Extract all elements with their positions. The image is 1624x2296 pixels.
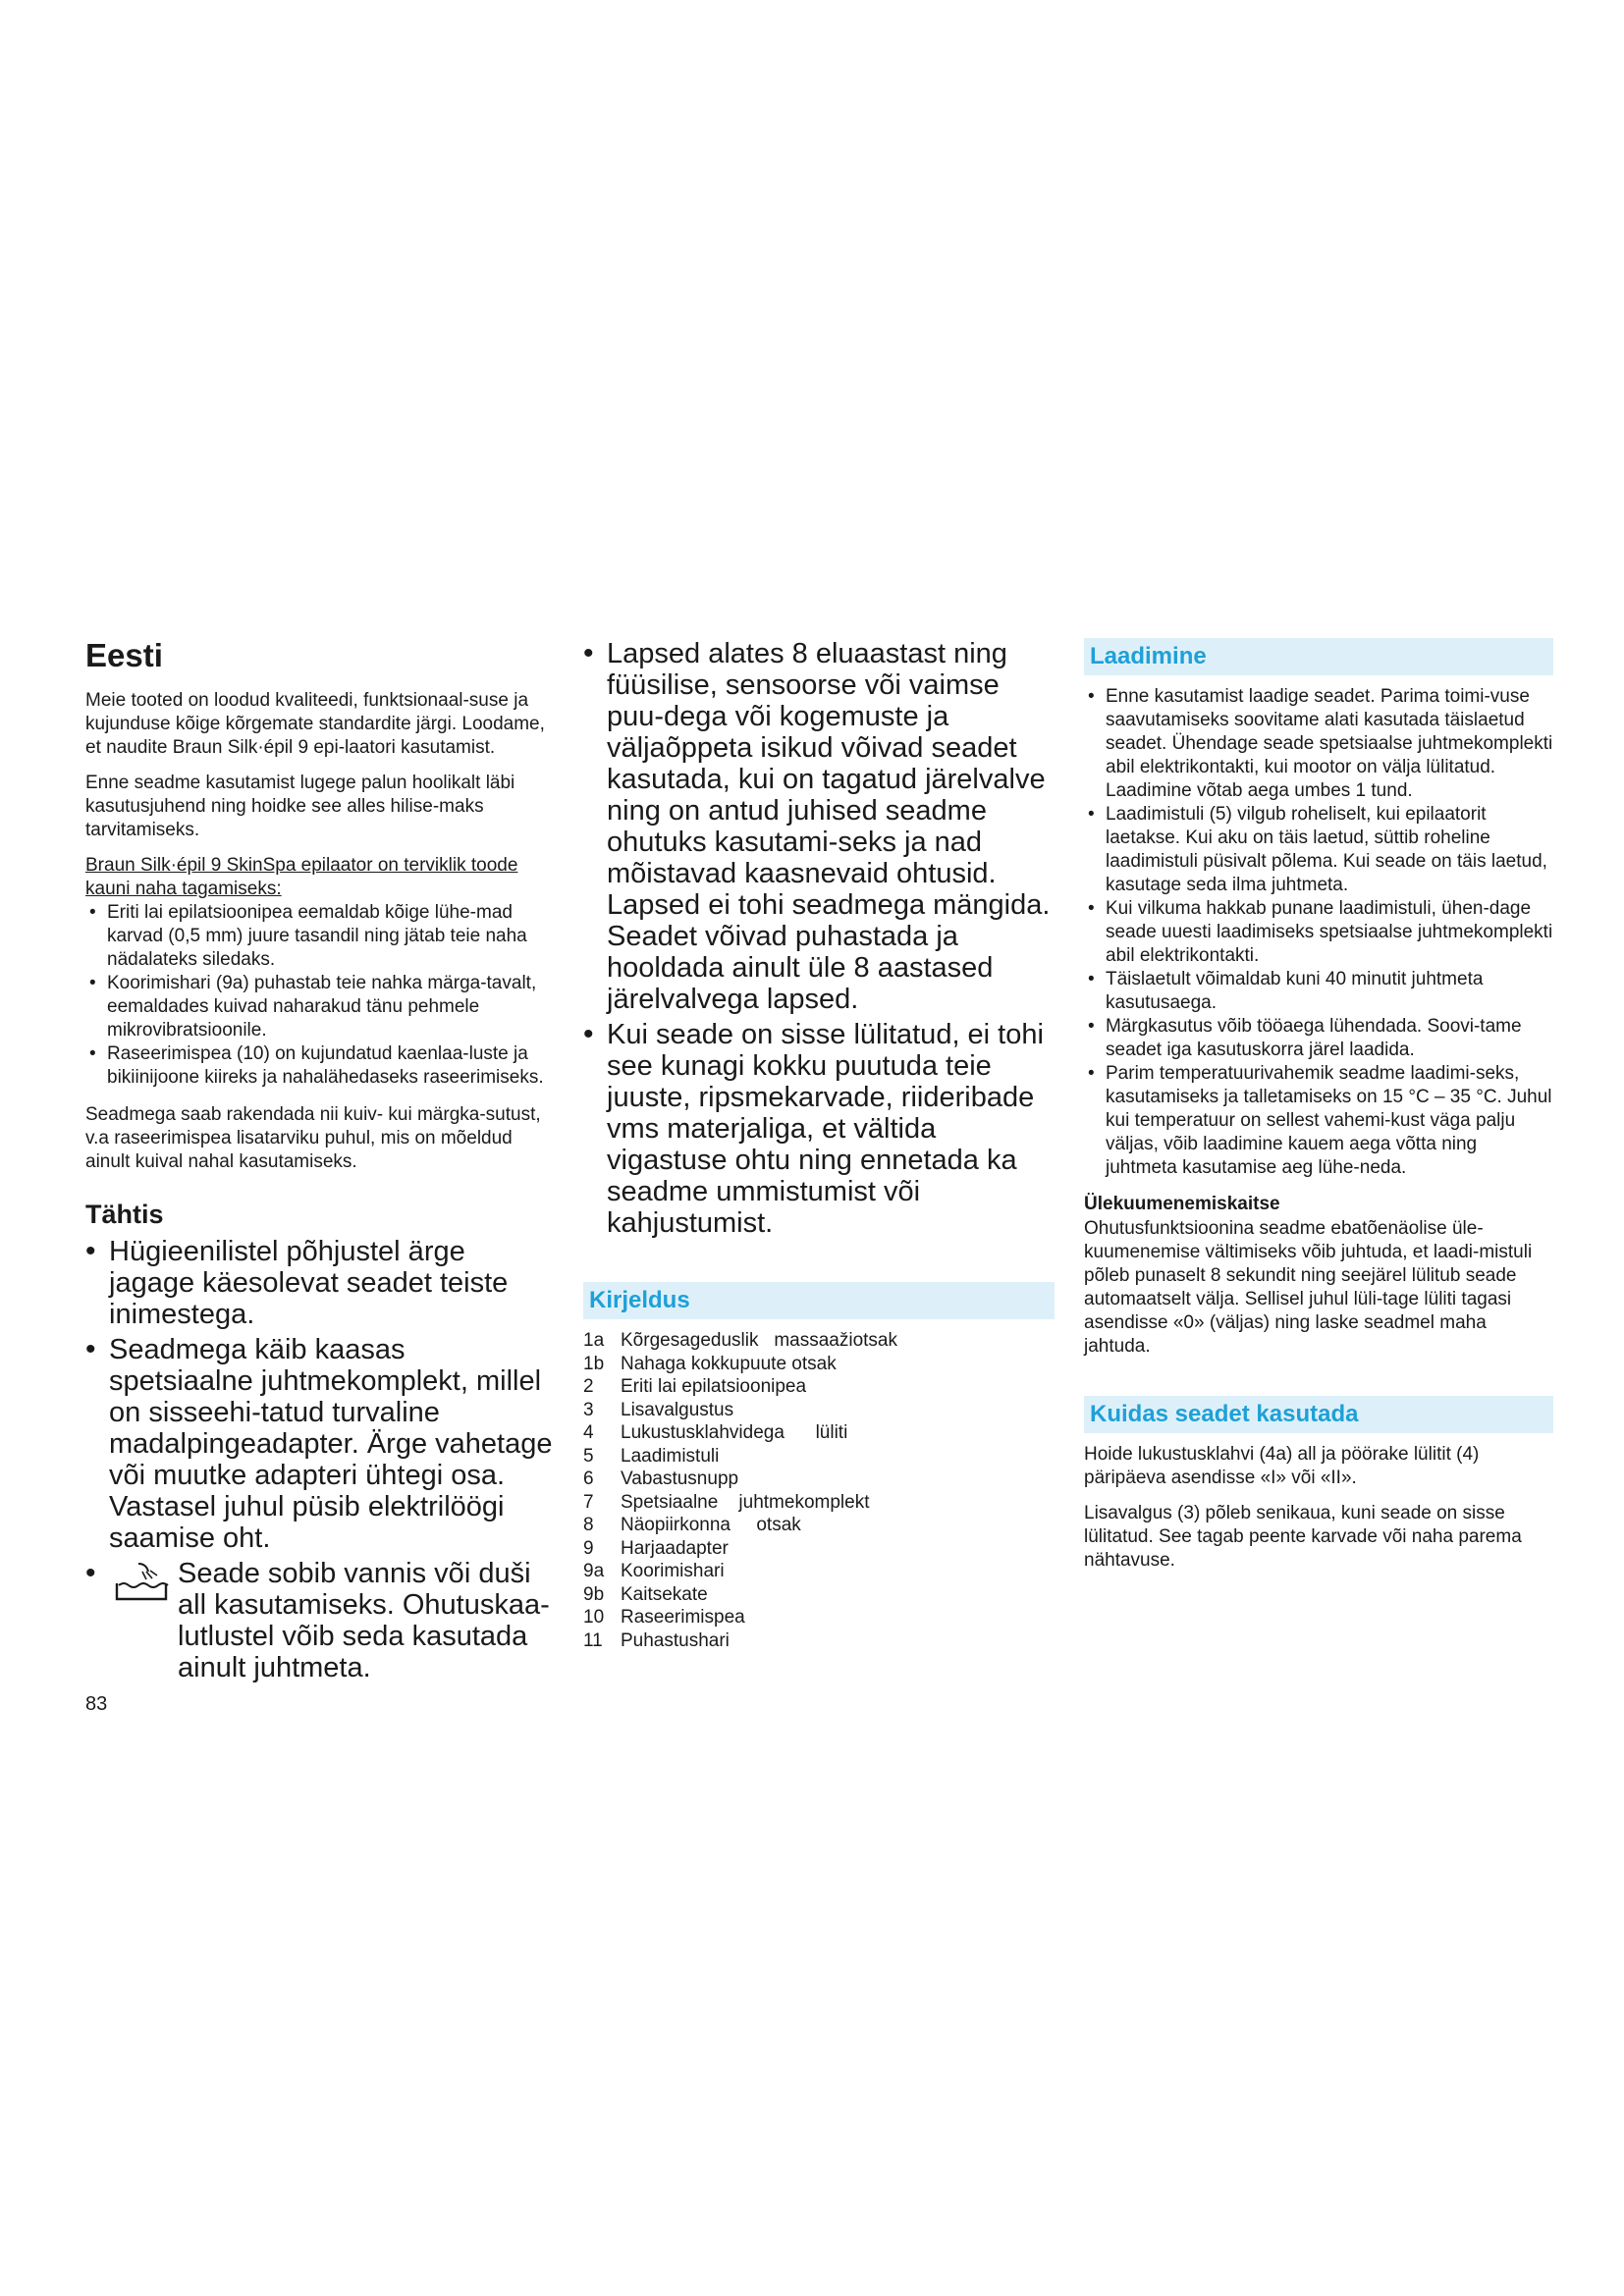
list-item: • Kui vilkuma hakkab punane laadimistuli, ühen-dage seade uuesti laadimiseks spetsiaalse juhtmekomplekti abil elektrikontakti. xyxy=(1084,897,1553,968)
intro-paragraph-1: Meie tooted on loodud kvaliteedi, funktsionaal-suse ja kujunduse kõige kõrgemate standardite järgi. Loodame, et naudite Braun Silk·épil 9 epi-laatori kasutamist. xyxy=(85,690,545,759)
safety-warning-list xyxy=(583,638,1055,1239)
column-right xyxy=(1084,638,1553,1584)
bath-shower-icon xyxy=(113,1560,170,1605)
list-item: • Kui seade on sisse lülitatud, ei tohi see kunagi kokku puutuda teie juuste, ripsmekarvade, riideribade vms materjaliga, et vältida vigastuse ohtu ning ennetada ka seadme ummistumist või kahjustumist. xyxy=(583,1019,1055,1239)
overheat-heading: Ülekuumenemiskaitse xyxy=(1084,1194,1280,1214)
list-item: • Parim temperatuurivahemik seadme laadimi-seks, kasutamiseks ja talletamiseks on 15 °C – 35 °C. Juhul kui temperatuur on sellest vahemi-kust väga palju väljas, võib laadimine kauem aega võtta ning juhtmeta kasutamise aeg lühe-neda. xyxy=(1084,1062,1553,1180)
charging-heading: Laadimine xyxy=(1084,638,1553,675)
important-list xyxy=(85,1236,555,1683)
list-item: 7 Spetsiaalne juhtmekomplekt xyxy=(583,1491,870,1513)
list-item: • Lapsed alates 8 eluaastast ning füüsilise, sensoorse või vaimse puu-dega või kogemuste ja väljaõppeta isikud võivad seadet kasutada, kui on tagatud järelvalve ning on antud juhised seadme ohutuks kasutami-seks ja nad mõistavad kaasnevaid ohtusid. Lapsed ei tohi seadmega mängida. Seadet võivad puhastada ja hooldada ainult üle 8 aastased järelvalvega lapsed. xyxy=(583,638,1055,1015)
important-heading: Tähtis xyxy=(85,1200,164,1230)
list-item: • Hügieenilistel põhjustel ärge jagage käesolevat seadet teiste inimestega. xyxy=(85,1236,555,1330)
list-item: 10 Raseerimispea xyxy=(583,1607,745,1628)
parts-list xyxy=(583,1329,1055,1652)
page-number: 83 xyxy=(85,1693,108,1716)
list-item: 2 Eriti lai epilatsioonipea xyxy=(583,1376,807,1397)
description-heading: Kirjeldus xyxy=(583,1282,1055,1319)
list-item: 1b Nahaga kokkupuute otsak xyxy=(583,1353,837,1374)
page-title: Eesti xyxy=(85,637,163,673)
list-item: • Täislaetult võimaldab kuni 40 minutit juhtmeta kasutusaega. xyxy=(1084,968,1553,1015)
list-item: 4 Lukustusklahvidega lüliti xyxy=(583,1422,848,1443)
list-item: • Laadimistuli (5) vilgub roheliselt, kui epilaatorit laetakse. Kui aku on täis laetud, süttib roheline laadimistuli püsivalt põlema. Kui seade on täis laetud, kasutage seda ilma juhtmeta. xyxy=(1084,803,1553,897)
list-item: 9a Koorimishari xyxy=(583,1561,725,1581)
list-item: 9b Kaitsekate xyxy=(583,1583,708,1605)
list-item: 6 Vabastusnupp xyxy=(583,1468,739,1489)
usage-paragraph-1: Hoide lukustusklahvi (4a) all ja pöörake lülitit (4) päripäeva asendisse «I» või «II». xyxy=(1084,1444,1480,1488)
bath-usage-text: • Seade sobib vannis või duši all kasutamiseks. Ohutuskaa-lutlustel võib seda kasutada ainult juhtmeta. xyxy=(178,1558,550,1684)
list-item: • Enne kasutamist laadige seadet. Parima toimi-vuse saavutamiseks soovitame alati kasutada täislaetud seadet. Ühendage seade spetsiaalse juhtmekomplekti abil elektrikontakti, kui mootor on välja lülitatud. Laadimine võtab aega umbes 1 tund. xyxy=(1084,685,1553,803)
column-left xyxy=(85,638,555,1716)
list-item: 8 Näopiirkonna otsak xyxy=(583,1515,801,1535)
overheat-paragraph: Ohutusfunktsioonina seadme ebatõenäolise üle-kuumenemise vältimiseks võib juhtuda, et laadi-mistuli põleb punaselt 8 sekundit ning seejärel lülitub seade automaatselt välja. Sellisel juhul lüli-tage lüliti tagasi asendisse «0» (väljas) ning laske seadmel maha jahtuda. xyxy=(1084,1218,1533,1357)
list-item: 3 Lisavalgustus xyxy=(583,1399,734,1420)
usage-heading: Kuidas seadet kasutada xyxy=(1084,1396,1553,1433)
charging-list xyxy=(1084,685,1553,1180)
column-middle xyxy=(583,638,1055,1652)
list-item: 11 Puhastushari xyxy=(583,1629,730,1651)
list-item: • Koorimishari (9a) puhastab teie nahka märga-tavalt, eemaldades kuivad naharakud tänu pehmele mikrovibratsioonile. xyxy=(85,972,555,1042)
list-item: • Raseerimispea (10) on kujundatud kaenlaa-luste ja bikiinijoone kiireks ja nahalähedaseks raseerimiseks. xyxy=(85,1042,555,1090)
list-item xyxy=(85,1558,555,1683)
wet-dry-paragraph: Seadmega saab rakendada nii kuiv- kui märgka-sutust, v.a raseerimispea lisatarviku puhul, mis on mõeldud ainult kuival nahal kasutamiseks. xyxy=(85,1104,541,1173)
usage-paragraph-2: Lisavalgus (3) põleb senikaua, kuni seade on sisse lülitatud. See tagab peente karvade või naha parema nähtavuse. xyxy=(1084,1503,1522,1571)
list-item: 9 Harjaadapter xyxy=(583,1537,729,1559)
list-item: • Seadmega käib kaasas spetsiaalne juhtmekomplekt, millel on sisseehi-tatud turvaline madalpingeadapter. Ärge vahetage või muutke adapteri ühtegi osa. Vastasel juhul püsib elektrilöögi saamise oht. xyxy=(85,1334,555,1554)
feature-list xyxy=(85,901,555,1090)
list-item: 1a Kõrgesageduslik massaažiotsak xyxy=(583,1330,897,1351)
intro-paragraph-2: Enne seadme kasutamist lugege palun hoolikalt läbi kasutusjuhend ning hoidke see alles hilise-maks tarvitamiseks. xyxy=(85,773,515,841)
product-summary: Braun Silk·épil 9 SkinSpa epilaator on terviklik toode kauni naha tagamiseks: xyxy=(85,855,518,900)
list-item: • Märgkasutus võib tööaega lühendada. Soovi-tame seadet iga kasutuskorra järel laadida. xyxy=(1084,1015,1553,1062)
list-item: • Eriti lai epilatsioonipea eemaldab kõige lühe-mad karvad (0,5 mm) juure tasandil ning jätab teie naha nädalateks siledaks. xyxy=(85,901,555,972)
list-item: 5 Laadimistuli xyxy=(583,1445,720,1467)
